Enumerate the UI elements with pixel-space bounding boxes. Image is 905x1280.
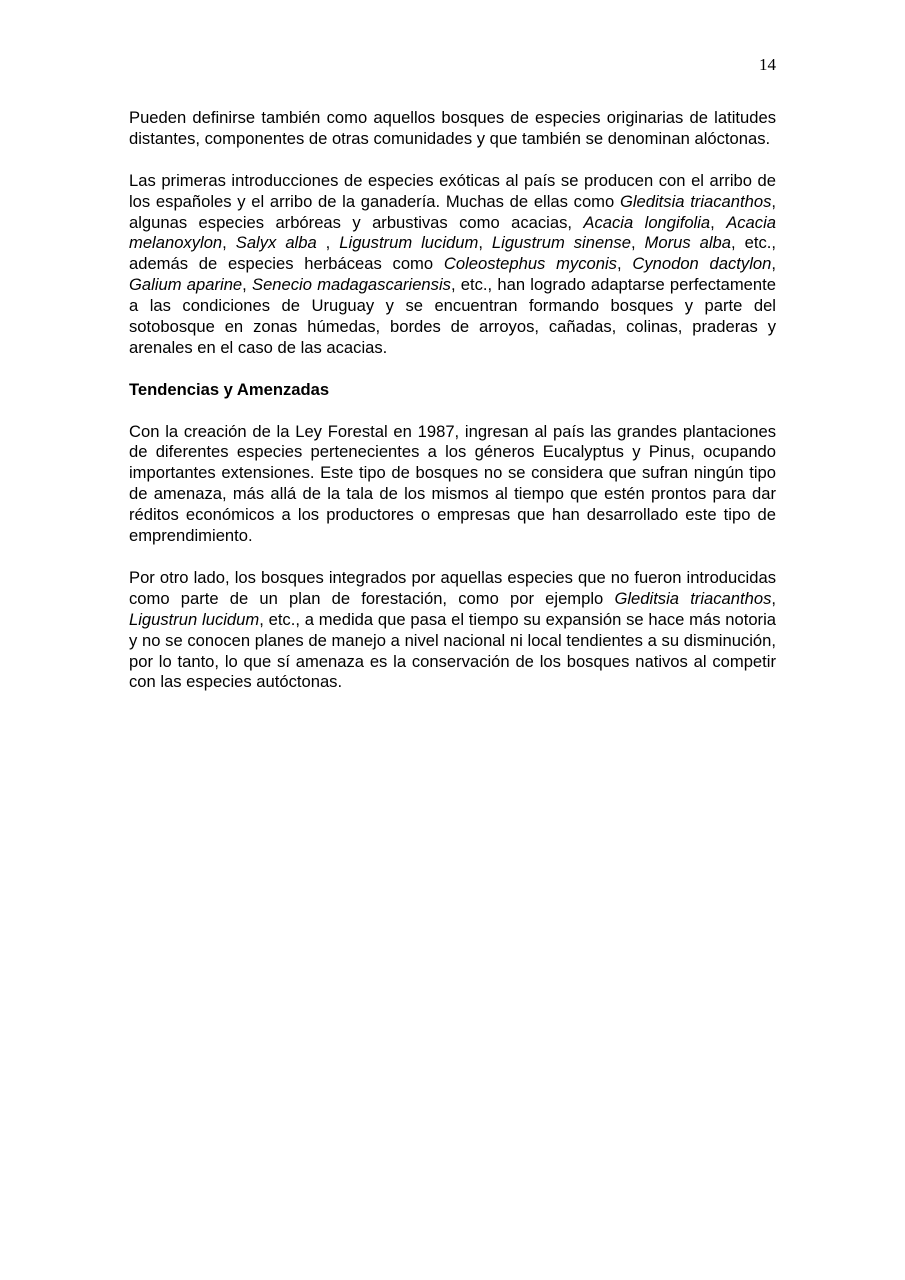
species-name: Senecio madagascariensis	[252, 275, 451, 295]
text-run: , etc., además de especies herbáceas como	[129, 233, 776, 274]
species-name: Galium aparine	[129, 275, 243, 295]
species-name: Ligustrum lucidum	[339, 233, 479, 253]
species-name: Gleditsia triacanthos	[614, 588, 772, 608]
species-name: Acacia melanoxylon	[129, 212, 776, 253]
paragraph-forestry-law: Con la creación de la Ley Forestal en 1987, ingresan al país las grandes plantaciones de diferentes especies pertenecientes a los géneros Eucalyptus y Pinus, ocupando importantes extensiones. Este tipo de bosques no se considera que sufran ningún tipo de amenaza, más allá de la tala de los mismos al tiempo que estén prontos para dar réditos económicos a los productores o empresas que han desarrollado este tipo de emprendimiento.	[129, 421, 776, 546]
species-name: Cynodon dactylon	[632, 254, 772, 274]
species-name: Salyx alba	[235, 233, 317, 253]
text-run: ,	[478, 233, 492, 253]
species-name: Coleostephus myconis	[443, 254, 617, 274]
text-run: , etc., a medida que pasa el tiempo su expansión se hace más notoria y no se conocen planes de manejo a nivel nacional ni local tendientes a su disminución, por lo tanto, lo que sí amenaza es la conservación de los bosques nativos al competir con las especies autóctonas.	[129, 609, 776, 692]
text-run: ,	[222, 233, 236, 253]
text-run: ,	[630, 233, 645, 253]
text-run: ,	[316, 233, 340, 253]
text-run: ,	[616, 254, 633, 274]
text-run: Por otro lado, los bosques integrados por aquellas especies que no fueron introducidas como parte de un plan de forestación, como por ejemplo	[129, 567, 776, 608]
text-run: , algunas especies arbóreas y arbustivas como acacias,	[129, 191, 776, 232]
page-number: 14	[759, 55, 776, 74]
species-name: Acacia longifolia	[583, 212, 711, 232]
species-name: Ligustrun lucidum	[129, 609, 260, 629]
paragraph-introductions	[129, 171, 776, 359]
species-name: Gleditsia triacanthos	[619, 191, 772, 211]
text-run: Las primeras introducciones de especies exóticas al país se producen con el arribo de los españoles y el arribo de la ganadería. Muchas de ellas como	[129, 170, 776, 211]
text-run: , etc., han logrado adaptarse perfectamente a las condiciones de Uruguay y se encuentran formando bosques y parte del sotobosque en zonas húmedas, bordes de arroyos, cañadas, colinas, praderas y arenales en el caso de las acacias.	[129, 275, 776, 357]
text-run: ,	[242, 275, 252, 295]
text-run: ,	[710, 212, 727, 232]
paragraph-definition: Pueden definirse también como aquellos bosques de especies originarias de latitudes distantes, componentes de otras comunidades y que también se denominan alóctonas.	[129, 108, 776, 148]
paragraph-threats	[129, 568, 776, 693]
species-name: Ligustrum sinense	[491, 233, 631, 253]
text-run: ,	[771, 254, 776, 274]
text-run: ,	[771, 588, 776, 608]
species-name: Morus alba	[644, 233, 732, 253]
section-heading: Tendencias y Amenzadas	[129, 379, 330, 399]
document-body	[129, 108, 776, 714]
